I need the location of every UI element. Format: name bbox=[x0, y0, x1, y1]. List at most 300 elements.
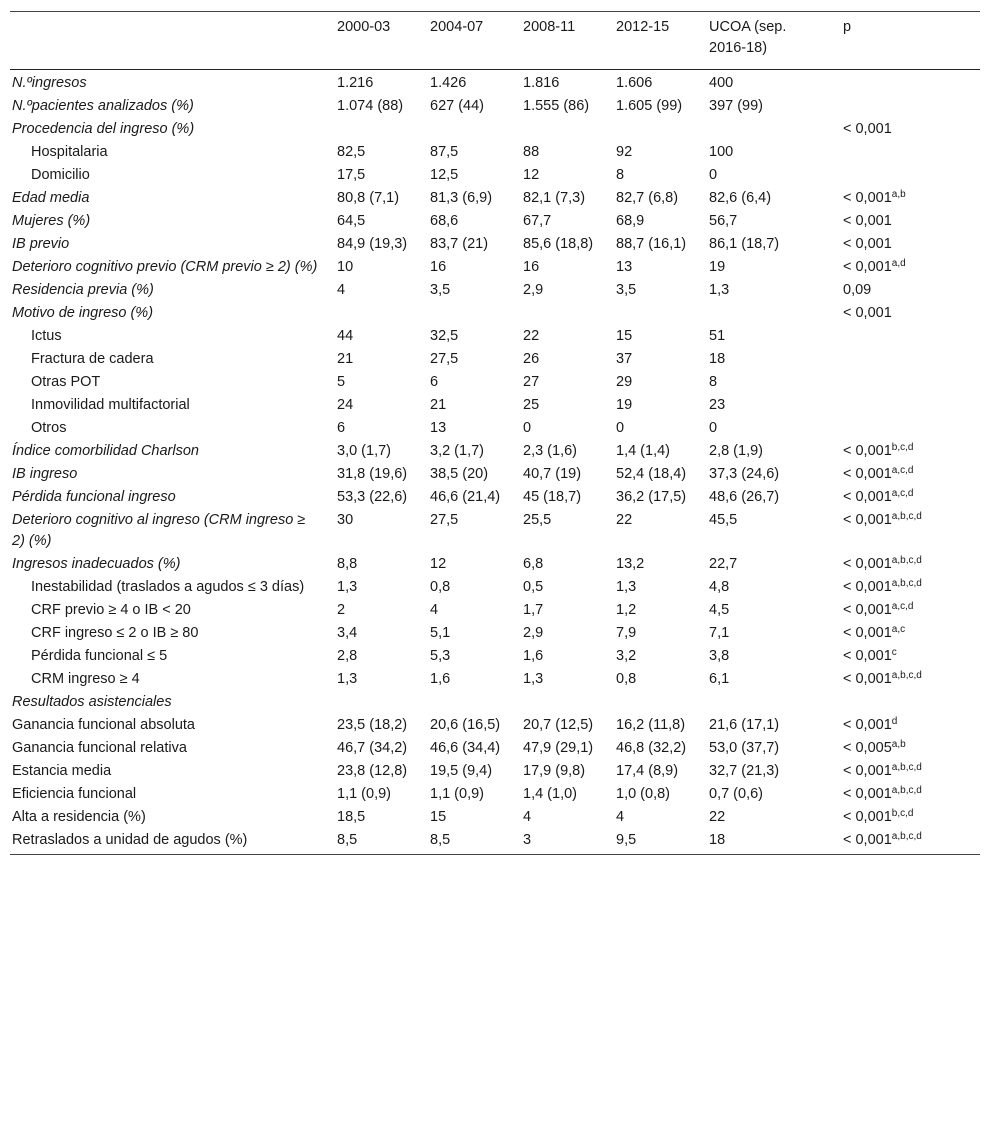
table-cell: 16 bbox=[430, 259, 447, 275]
table-row bbox=[10, 668, 980, 691]
table-cell: 1,4 (1,0) bbox=[523, 786, 577, 802]
table-cell bbox=[511, 302, 604, 325]
table-cell: 37,3 (24,6) bbox=[709, 466, 780, 482]
row-label: Motivo de ingreso (%) bbox=[12, 305, 154, 321]
table-cell: 1.555 (86) bbox=[523, 98, 590, 114]
table-body bbox=[10, 70, 980, 855]
table-cell: 3,8 bbox=[709, 648, 730, 664]
table-cell: 1.605 (99) bbox=[616, 98, 683, 114]
table-cell: 81,3 (6,9) bbox=[430, 190, 493, 206]
table-cell: 2,9 bbox=[523, 625, 544, 641]
p-value-cell bbox=[831, 210, 980, 233]
p-value-cell bbox=[831, 553, 980, 576]
table-cell: 5 bbox=[337, 374, 346, 390]
p-value-cell bbox=[831, 141, 980, 164]
p-value-cell bbox=[831, 302, 980, 325]
table-row bbox=[10, 760, 980, 783]
table-row bbox=[10, 691, 980, 714]
table-cell: 1.426 bbox=[430, 75, 467, 91]
p-value-cell bbox=[831, 783, 980, 806]
p-value-cell bbox=[831, 714, 980, 737]
row-label: Eficiencia funcional bbox=[12, 786, 137, 802]
table-cell: 2 bbox=[337, 602, 346, 618]
table-cell bbox=[418, 118, 511, 141]
table-cell: 29 bbox=[616, 374, 633, 390]
p-value-cell bbox=[831, 118, 980, 141]
p-value-cell bbox=[831, 486, 980, 509]
table-cell: 53,3 (22,6) bbox=[337, 489, 408, 505]
p-value-footnote: a,d bbox=[891, 258, 906, 269]
table-cell: 31,8 (19,6) bbox=[337, 466, 408, 482]
table-cell: 22 bbox=[709, 809, 726, 825]
p-value-footnote: a,b,c,d bbox=[891, 831, 922, 842]
table-row bbox=[10, 553, 980, 576]
p-value-footnote: a,c bbox=[891, 624, 906, 635]
table-cell: 23,8 (12,8) bbox=[337, 763, 408, 779]
table-row bbox=[10, 70, 980, 96]
row-label: IB ingreso bbox=[12, 466, 78, 482]
table-cell: 3,2 bbox=[616, 648, 637, 664]
table-cell: 46,6 (21,4) bbox=[430, 489, 501, 505]
p-value: < 0,001 bbox=[843, 579, 892, 595]
p-value-footnote: a,c,d bbox=[891, 465, 914, 476]
table-row bbox=[10, 645, 980, 668]
table-cell: 19 bbox=[709, 259, 726, 275]
table-cell: 6 bbox=[337, 420, 346, 436]
table-cell: 12 bbox=[523, 167, 540, 183]
table-row bbox=[10, 463, 980, 486]
table-cell: 2,9 bbox=[523, 282, 544, 298]
table-cell: 13 bbox=[616, 259, 633, 275]
table-cell: 0 bbox=[709, 420, 718, 436]
p-value-cell bbox=[831, 394, 980, 417]
table-cell: 1,3 bbox=[616, 579, 637, 595]
p-value-footnote: a,b,c,d bbox=[891, 785, 922, 796]
table-row bbox=[10, 599, 980, 622]
p-value: < 0,001 bbox=[843, 625, 892, 641]
table-cell: 397 (99) bbox=[709, 98, 764, 114]
table-cell: 8,5 bbox=[430, 832, 451, 848]
p-value-footnote: a,b,c,d bbox=[891, 555, 922, 566]
table-cell: 64,5 bbox=[337, 213, 366, 229]
row-label: IB previo bbox=[12, 236, 70, 252]
table-cell: 32,7 (21,3) bbox=[709, 763, 780, 779]
row-label: Índice comorbilidad Charlson bbox=[12, 443, 199, 459]
table-cell bbox=[697, 691, 831, 714]
table-cell: 1,3 bbox=[709, 282, 730, 298]
row-label: Pérdida funcional ≤ 5 bbox=[31, 648, 168, 664]
table-cell: 400 bbox=[709, 75, 734, 91]
table-cell: 3,5 bbox=[430, 282, 451, 298]
p-value-cell bbox=[831, 371, 980, 394]
column-header-p: p bbox=[843, 19, 852, 35]
table-cell: 17,5 bbox=[337, 167, 366, 183]
p-value-footnote: b,c,d bbox=[891, 442, 914, 453]
table-cell: 86,1 (18,7) bbox=[709, 236, 780, 252]
table-cell: 7,9 bbox=[616, 625, 637, 641]
table-cell: 21 bbox=[430, 397, 447, 413]
table-cell: 5,3 bbox=[430, 648, 451, 664]
p-value-footnote: d bbox=[891, 716, 898, 727]
table-cell: 6 bbox=[430, 374, 439, 390]
table-cell: 88,7 (16,1) bbox=[616, 236, 687, 252]
table-cell bbox=[325, 118, 418, 141]
row-label: Pérdida funcional ingreso bbox=[12, 489, 176, 505]
table-cell: 17,4 (8,9) bbox=[616, 763, 679, 779]
table-cell: 47,9 (29,1) bbox=[523, 740, 594, 756]
table-row bbox=[10, 256, 980, 279]
row-label: Hospitalaria bbox=[31, 144, 108, 160]
p-value-footnote: a,b,c,d bbox=[891, 670, 922, 681]
row-label: Estancia media bbox=[12, 763, 112, 779]
table-row bbox=[10, 509, 980, 553]
row-label: Procedencia del ingreso (%) bbox=[12, 121, 195, 137]
table-cell bbox=[697, 118, 831, 141]
table-cell: 23 bbox=[709, 397, 726, 413]
table-cell: 3,5 bbox=[616, 282, 637, 298]
table-row bbox=[10, 829, 980, 855]
table-cell: 20,6 (16,5) bbox=[430, 717, 501, 733]
p-value-cell bbox=[831, 668, 980, 691]
table-row bbox=[10, 486, 980, 509]
p-value: < 0,001 bbox=[843, 236, 892, 252]
table-cell: 21 bbox=[337, 351, 354, 367]
table-cell: 26 bbox=[523, 351, 540, 367]
table-row bbox=[10, 164, 980, 187]
table-row bbox=[10, 783, 980, 806]
table-row bbox=[10, 737, 980, 760]
table-cell: 12,5 bbox=[430, 167, 459, 183]
p-value: < 0,001 bbox=[843, 556, 892, 572]
table-cell: 13 bbox=[430, 420, 447, 436]
row-label: Ictus bbox=[31, 328, 62, 344]
table-cell: 84,9 (19,3) bbox=[337, 236, 408, 252]
table-cell: 16 bbox=[523, 259, 540, 275]
p-value: < 0,001 bbox=[843, 190, 892, 206]
p-value-cell bbox=[831, 164, 980, 187]
table-cell: 82,5 bbox=[337, 144, 366, 160]
column-header-2000-03: 2000-03 bbox=[337, 19, 391, 35]
table-cell: 0 bbox=[709, 167, 718, 183]
table-row bbox=[10, 714, 980, 737]
p-value-cell bbox=[831, 622, 980, 645]
table-cell: 1.606 bbox=[616, 75, 653, 91]
table-cell: 0,5 bbox=[523, 579, 544, 595]
table-cell: 17,9 (9,8) bbox=[523, 763, 586, 779]
row-label: Ganancia funcional relativa bbox=[12, 740, 187, 756]
table-cell: 23,5 (18,2) bbox=[337, 717, 408, 733]
table-cell: 1,4 (1,4) bbox=[616, 443, 670, 459]
p-value-footnote: b,c,d bbox=[891, 808, 914, 819]
column-header-label bbox=[10, 12, 325, 70]
p-value-cell bbox=[831, 737, 980, 760]
p-value: < 0,001 bbox=[843, 121, 892, 137]
table-cell: 15 bbox=[616, 328, 633, 344]
p-value-cell bbox=[831, 509, 980, 553]
p-value-cell bbox=[831, 325, 980, 348]
table-cell: 27 bbox=[523, 374, 540, 390]
table-cell: 1,7 bbox=[523, 602, 544, 618]
table-cell: 2,8 bbox=[337, 648, 358, 664]
p-value-cell bbox=[831, 463, 980, 486]
table-cell: 68,9 bbox=[616, 213, 645, 229]
p-value-cell bbox=[831, 599, 980, 622]
table-row bbox=[10, 279, 980, 302]
p-value: < 0,001 bbox=[843, 763, 892, 779]
table-cell bbox=[325, 302, 418, 325]
p-value: < 0,001 bbox=[843, 466, 892, 482]
table-cell: 8,5 bbox=[337, 832, 358, 848]
table-cell: 0 bbox=[616, 420, 625, 436]
table-cell: 56,7 bbox=[709, 213, 738, 229]
table-cell: 4 bbox=[337, 282, 346, 298]
table-cell: 4 bbox=[616, 809, 625, 825]
p-value: 0,09 bbox=[843, 282, 872, 298]
header-row bbox=[10, 12, 980, 70]
results-table bbox=[10, 11, 980, 855]
table-cell: 4,8 bbox=[709, 579, 730, 595]
table-cell: 8,8 bbox=[337, 556, 358, 572]
table-cell: 22 bbox=[523, 328, 540, 344]
p-value: < 0,001 bbox=[843, 602, 892, 618]
row-label: N.ºingresos bbox=[12, 75, 87, 91]
row-label: CRM ingreso ≥ 4 bbox=[31, 671, 140, 687]
table-cell: 82,7 (6,8) bbox=[616, 190, 679, 206]
table-cell: 22,7 bbox=[709, 556, 738, 572]
column-header-ucoa: UCOA (sep. 2016-18) bbox=[709, 19, 787, 56]
table-cell: 8 bbox=[616, 167, 625, 183]
column-header-2008-11: 2008-11 bbox=[523, 19, 576, 35]
table-cell: 5,1 bbox=[430, 625, 451, 641]
table-cell: 4,5 bbox=[709, 602, 730, 618]
table-cell bbox=[325, 691, 418, 714]
table-cell: 0,7 (0,6) bbox=[709, 786, 763, 802]
table-cell: 627 (44) bbox=[430, 98, 485, 114]
table-cell: 18 bbox=[709, 351, 726, 367]
p-value: < 0,001 bbox=[843, 443, 892, 459]
table-cell: 83,7 (21) bbox=[430, 236, 489, 252]
table-header bbox=[10, 12, 980, 70]
table-cell: 25,5 bbox=[523, 512, 552, 528]
row-label: Retraslados a unidad de agudos (%) bbox=[12, 832, 248, 848]
p-value: < 0,001 bbox=[843, 832, 892, 848]
row-label: Domicilio bbox=[31, 167, 90, 183]
table-cell: 19,5 (9,4) bbox=[430, 763, 493, 779]
table-cell: 4 bbox=[430, 602, 439, 618]
row-label: Deterioro cognitivo al ingreso (CRM ingreso ≥ 2) (%) bbox=[12, 512, 306, 549]
table-cell bbox=[697, 302, 831, 325]
table-row bbox=[10, 233, 980, 256]
table-cell: 1,3 bbox=[337, 671, 358, 687]
p-value-footnote: a,c,d bbox=[891, 488, 914, 499]
table-cell: 68,6 bbox=[430, 213, 459, 229]
table-cell: 51 bbox=[709, 328, 726, 344]
p-value: < 0,001 bbox=[843, 259, 892, 275]
table-cell: 32,5 bbox=[430, 328, 459, 344]
table-cell: 1.816 bbox=[523, 75, 560, 91]
table-cell: 36,2 (17,5) bbox=[616, 489, 687, 505]
p-value: < 0,001 bbox=[843, 213, 892, 229]
p-value: < 0,005 bbox=[843, 740, 892, 756]
p-value: < 0,001 bbox=[843, 305, 892, 321]
table-cell: 46,8 (32,2) bbox=[616, 740, 687, 756]
row-label: Otros bbox=[31, 420, 67, 436]
table-cell: 3,2 (1,7) bbox=[430, 443, 484, 459]
table-cell: 9,5 bbox=[616, 832, 637, 848]
row-label: Inestabilidad (traslados a agudos ≤ 3 días) bbox=[31, 579, 305, 595]
row-label: Resultados asistenciales bbox=[12, 694, 172, 710]
table-cell: 48,6 (26,7) bbox=[709, 489, 780, 505]
table-cell: 18 bbox=[709, 832, 726, 848]
table-cell: 13,2 bbox=[616, 556, 645, 572]
table-cell: 82,1 (7,3) bbox=[523, 190, 586, 206]
row-label: Ingresos inadecuados (%) bbox=[12, 556, 181, 572]
table-row bbox=[10, 622, 980, 645]
table-cell: 16,2 (11,8) bbox=[616, 717, 686, 733]
row-label: Ganancia funcional absoluta bbox=[12, 717, 195, 733]
p-value-cell bbox=[831, 691, 980, 714]
table-row bbox=[10, 118, 980, 141]
p-value-cell bbox=[831, 348, 980, 371]
table-cell: 19 bbox=[616, 397, 633, 413]
p-value-cell bbox=[831, 417, 980, 440]
table-cell bbox=[511, 691, 604, 714]
table-cell: 85,6 (18,8) bbox=[523, 236, 594, 252]
table-cell: 6,1 bbox=[709, 671, 730, 687]
table-cell: 40,7 (19) bbox=[523, 466, 582, 482]
table-cell: 1.074 (88) bbox=[337, 98, 404, 114]
table-cell: 1,3 bbox=[523, 671, 544, 687]
table-cell: 1,6 bbox=[430, 671, 451, 687]
column-header-2004-07: 2004-07 bbox=[430, 19, 484, 35]
table-cell bbox=[418, 691, 511, 714]
p-value-cell bbox=[831, 279, 980, 302]
p-value-footnote: a,b,c,d bbox=[891, 511, 922, 522]
table-cell: 52,4 (18,4) bbox=[616, 466, 687, 482]
table-cell: 44 bbox=[337, 328, 354, 344]
row-label: Deterioro cognitivo previo (CRM previo ≥ 2) (%) bbox=[12, 259, 318, 275]
table-cell: 3,0 (1,7) bbox=[337, 443, 391, 459]
table-cell: 20,7 (12,5) bbox=[523, 717, 594, 733]
table-cell: 10 bbox=[337, 259, 354, 275]
table-cell: 38,5 (20) bbox=[430, 466, 489, 482]
table-cell: 12 bbox=[430, 556, 447, 572]
p-value-footnote: a,b,c,d bbox=[891, 578, 922, 589]
table-cell: 88 bbox=[523, 144, 540, 160]
table-cell: 46,6 (34,4) bbox=[430, 740, 501, 756]
table-cell bbox=[511, 118, 604, 141]
p-value-cell bbox=[831, 187, 980, 210]
table-cell: 1,1 (0,9) bbox=[337, 786, 391, 802]
p-value: < 0,001 bbox=[843, 786, 892, 802]
table-cell bbox=[604, 302, 697, 325]
column-header-2012-15: 2012-15 bbox=[616, 19, 670, 35]
table-cell bbox=[604, 691, 697, 714]
row-label: Otras POT bbox=[31, 374, 101, 390]
table-cell: 0,8 bbox=[616, 671, 637, 687]
p-value: < 0,001 bbox=[843, 512, 892, 528]
table-row bbox=[10, 348, 980, 371]
table-cell: 82,6 (6,4) bbox=[709, 190, 772, 206]
table-cell: 53,0 (37,7) bbox=[709, 740, 780, 756]
table-cell: 3 bbox=[523, 832, 532, 848]
table-cell: 45 (18,7) bbox=[523, 489, 582, 505]
table-row bbox=[10, 806, 980, 829]
p-value: < 0,001 bbox=[843, 671, 892, 687]
p-value: < 0,001 bbox=[843, 809, 892, 825]
table-cell: 80,8 (7,1) bbox=[337, 190, 400, 206]
table-cell: 2,8 (1,9) bbox=[709, 443, 763, 459]
table-cell: 8 bbox=[709, 374, 718, 390]
p-value-cell bbox=[831, 829, 980, 855]
table-row bbox=[10, 440, 980, 463]
row-label: Edad media bbox=[12, 190, 90, 206]
table-cell: 15 bbox=[430, 809, 447, 825]
p-value-footnote: a,b bbox=[891, 189, 906, 200]
table-cell: 18,5 bbox=[337, 809, 366, 825]
row-label: N.ºpacientes analizados (%) bbox=[12, 98, 194, 114]
row-label: Inmovilidad multifactorial bbox=[31, 397, 190, 413]
table-row bbox=[10, 576, 980, 599]
table-cell: 87,5 bbox=[430, 144, 459, 160]
table-row bbox=[10, 394, 980, 417]
table-row bbox=[10, 95, 980, 118]
table-cell: 67,7 bbox=[523, 213, 552, 229]
p-value: < 0,001 bbox=[843, 489, 892, 505]
table-row bbox=[10, 325, 980, 348]
table-cell: 1,1 (0,9) bbox=[430, 786, 484, 802]
table-cell bbox=[604, 118, 697, 141]
table-row bbox=[10, 187, 980, 210]
table-cell: 1,3 bbox=[337, 579, 358, 595]
table-cell: 30 bbox=[337, 512, 354, 528]
table-cell: 3,4 bbox=[337, 625, 358, 641]
p-value: < 0,001 bbox=[843, 648, 892, 664]
table-cell: 37 bbox=[616, 351, 633, 367]
table-cell: 27,5 bbox=[430, 512, 459, 528]
table-cell: 2,3 (1,6) bbox=[523, 443, 577, 459]
table-cell: 24 bbox=[337, 397, 354, 413]
row-label: CRF ingreso ≤ 2 o IB ≥ 80 bbox=[31, 625, 199, 641]
row-label: Alta a residencia (%) bbox=[12, 809, 146, 825]
table-cell: 6,8 bbox=[523, 556, 544, 572]
row-label: Residencia previa (%) bbox=[12, 282, 154, 298]
table-cell: 92 bbox=[616, 144, 633, 160]
table-cell: 22 bbox=[616, 512, 633, 528]
table-cell: 7,1 bbox=[709, 625, 730, 641]
p-value-footnote: c bbox=[891, 647, 897, 658]
p-value-footnote: a,b,c,d bbox=[891, 762, 922, 773]
p-value-footnote: a,c,d bbox=[891, 601, 914, 612]
row-label: Mujeres (%) bbox=[12, 213, 91, 229]
p-value-cell bbox=[831, 576, 980, 599]
table-cell: 25 bbox=[523, 397, 540, 413]
p-value-cell bbox=[831, 760, 980, 783]
table-cell: 4 bbox=[523, 809, 532, 825]
table-row bbox=[10, 302, 980, 325]
table-cell bbox=[418, 302, 511, 325]
table-row bbox=[10, 141, 980, 164]
p-value-footnote: a,b bbox=[891, 739, 906, 750]
p-value: < 0,001 bbox=[843, 717, 892, 733]
table-cell: 45,5 bbox=[709, 512, 738, 528]
p-value-cell bbox=[831, 70, 980, 96]
table-row bbox=[10, 417, 980, 440]
p-value-cell bbox=[831, 256, 980, 279]
p-value-cell bbox=[831, 95, 980, 118]
table-cell: 1,6 bbox=[523, 648, 544, 664]
table-cell: 21,6 (17,1) bbox=[709, 717, 780, 733]
